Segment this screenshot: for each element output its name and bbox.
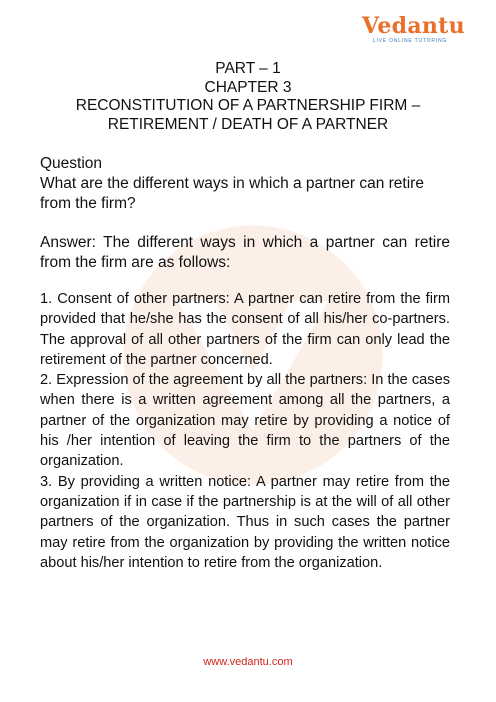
logo-wordmark: Vedantu <box>362 13 465 39</box>
answer-point: 1. Consent of other partners: A partner can retire from the firm provided that he/she has the consent of all his/her co-partners. The approval of all other partners of the firm can only lead the retirement of the partner concerned. <box>40 291 450 368</box>
answer-intro: Answer: The different ways in which a partner can retire from the firm are as follows: <box>40 234 450 271</box>
document-heading <box>40 60 456 134</box>
heading-chapter: CHAPTER 3 <box>204 78 292 96</box>
vedantu-logo <box>362 13 465 45</box>
answer-point: 3. By providing a written notice: A partner may retire from the organization if in case if the partnership is at the will of all other partners of the organization. Thus in such cases the partner may retire from the organization by providing the written notice about his/her intention to retire from the organization. <box>40 473 450 571</box>
question-label: Question <box>40 155 103 172</box>
heading-part: PART – 1 <box>215 60 281 77</box>
logo-tagline: LIVE ONLINE TUTORING <box>372 38 448 44</box>
question-text: What are the different ways in which a partner can retire from the firm? <box>40 175 424 212</box>
answer-points <box>40 289 450 573</box>
heading-title-line2: RETIREMENT / DEATH OF A PARTNER <box>107 115 389 133</box>
answer-point: 2. Expression of the agreement by all the partners: In the cases when there is a written agreement among all the partners, a partner of the organization may retire by providing a notice of his /her intention of leaving the firm to the partners of the organization. <box>40 372 450 470</box>
heading-title-line1: RECONSTITUTION OF A PARTNERSHIP FIRM – <box>75 97 421 114</box>
footer-url[interactable]: www.vedantu.com <box>203 656 293 668</box>
